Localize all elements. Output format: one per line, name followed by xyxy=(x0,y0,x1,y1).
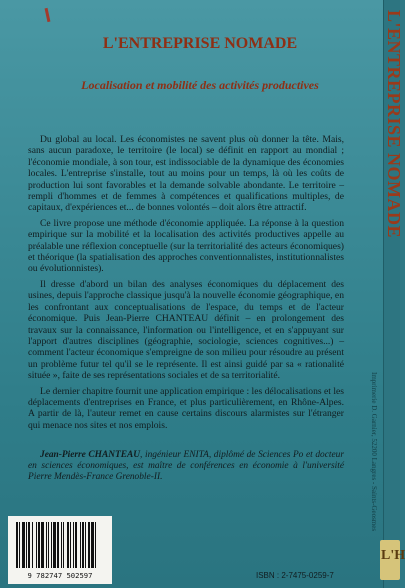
barcode-bars-icon xyxy=(14,522,106,570)
isbn: ISBN : 2-7475-0259-7 xyxy=(256,571,334,580)
spine-title: L'ENTREPRISE NOMADE xyxy=(384,10,404,239)
author-credentials: , ingénieur ENITA, diplômé de Sciences Po et docteur en sciences économiques, est maître de conférences en économie à l'université Pierre Mendès-France Grenoble-II. xyxy=(28,450,344,483)
publisher-logo-text: L'H xyxy=(381,548,405,563)
book-subtitle: Localisation et mobilité des activités productives xyxy=(81,78,319,92)
book-title: L'ENTREPRISE NOMADE xyxy=(102,35,298,52)
description-paragraph: Il dresse d'abord un bilan des analyses économiques du déplacement des usines, depuis l'approche classique jusqu'à la nouvelle économie géographique, en les confrontant aux conceptualisations de l'espace, du temps et de l'acteur économique. Puis Jean-Pierre CHANTEAU définit – en prolongement des travaux sur la connaissance, l'information ou l'intelligence, et en s'appuyant sur l'apport d'autres disciplines (géographie, sociologie, sciences cognitives...) – comment l'acteur économique s'empreigne de son milieu pour résoudre au présent un problème futur tel qu'il se le représente. Il est ainsi guidé par sa « rationalité située », faite de ses représentations sociales et de sa territorialité. xyxy=(28,278,344,382)
barcode xyxy=(8,516,112,584)
spine-printer-credit: Imprimerie D. Garnier, 52200 Langres - Saints-Geosmes xyxy=(370,372,378,532)
description-paragraph: Le dernier chapitre fournit une application empirique : les délocalisations et les déplacements d'entreprises en France, et plus particulièrement, en Rhône-Alpes. A partir de là, l'auteur remet en cause certains discours alarmistes sur l'étranger qui menace nos sites et nos emplois. xyxy=(28,385,344,431)
description-text xyxy=(28,134,344,435)
author-name: Jean-Pierre CHANTEAU xyxy=(40,450,141,460)
author-bio xyxy=(28,450,344,484)
barcode-number: 9 782747 502597 xyxy=(27,571,93,580)
description-paragraph: Ce livre propose une méthode d'économie appliquée. La réponse à la question empirique sur la mobilité et la localisation des activités productives appelle au préalable une réflexion conceptuelle (sur la territorialité des acteurs économiques) et théorique (la spatialisation des approches conventionnalistes, institutionnalistes ou évolutionnistes). xyxy=(28,217,344,275)
description-paragraph: Du global au local. Les économistes ne savent plus où donner la tête. Mais, sans aucun paradoxe, le territoire (le local) se définit en rapport au mondial ; l'économie mondiale, à son tour, est indissociable de la dynamique des économies locales. L'entreprise s'installe, tout au moins pour un temps, là où les coûts de production lui sont favorables et la demande solvable abondante. Le territoire – rempli d'hommes et de femmes à compétences et qualifications multiples, de capitaux, d'expériences et... de bonnes volontés – doit alors être attractif. xyxy=(28,134,344,214)
